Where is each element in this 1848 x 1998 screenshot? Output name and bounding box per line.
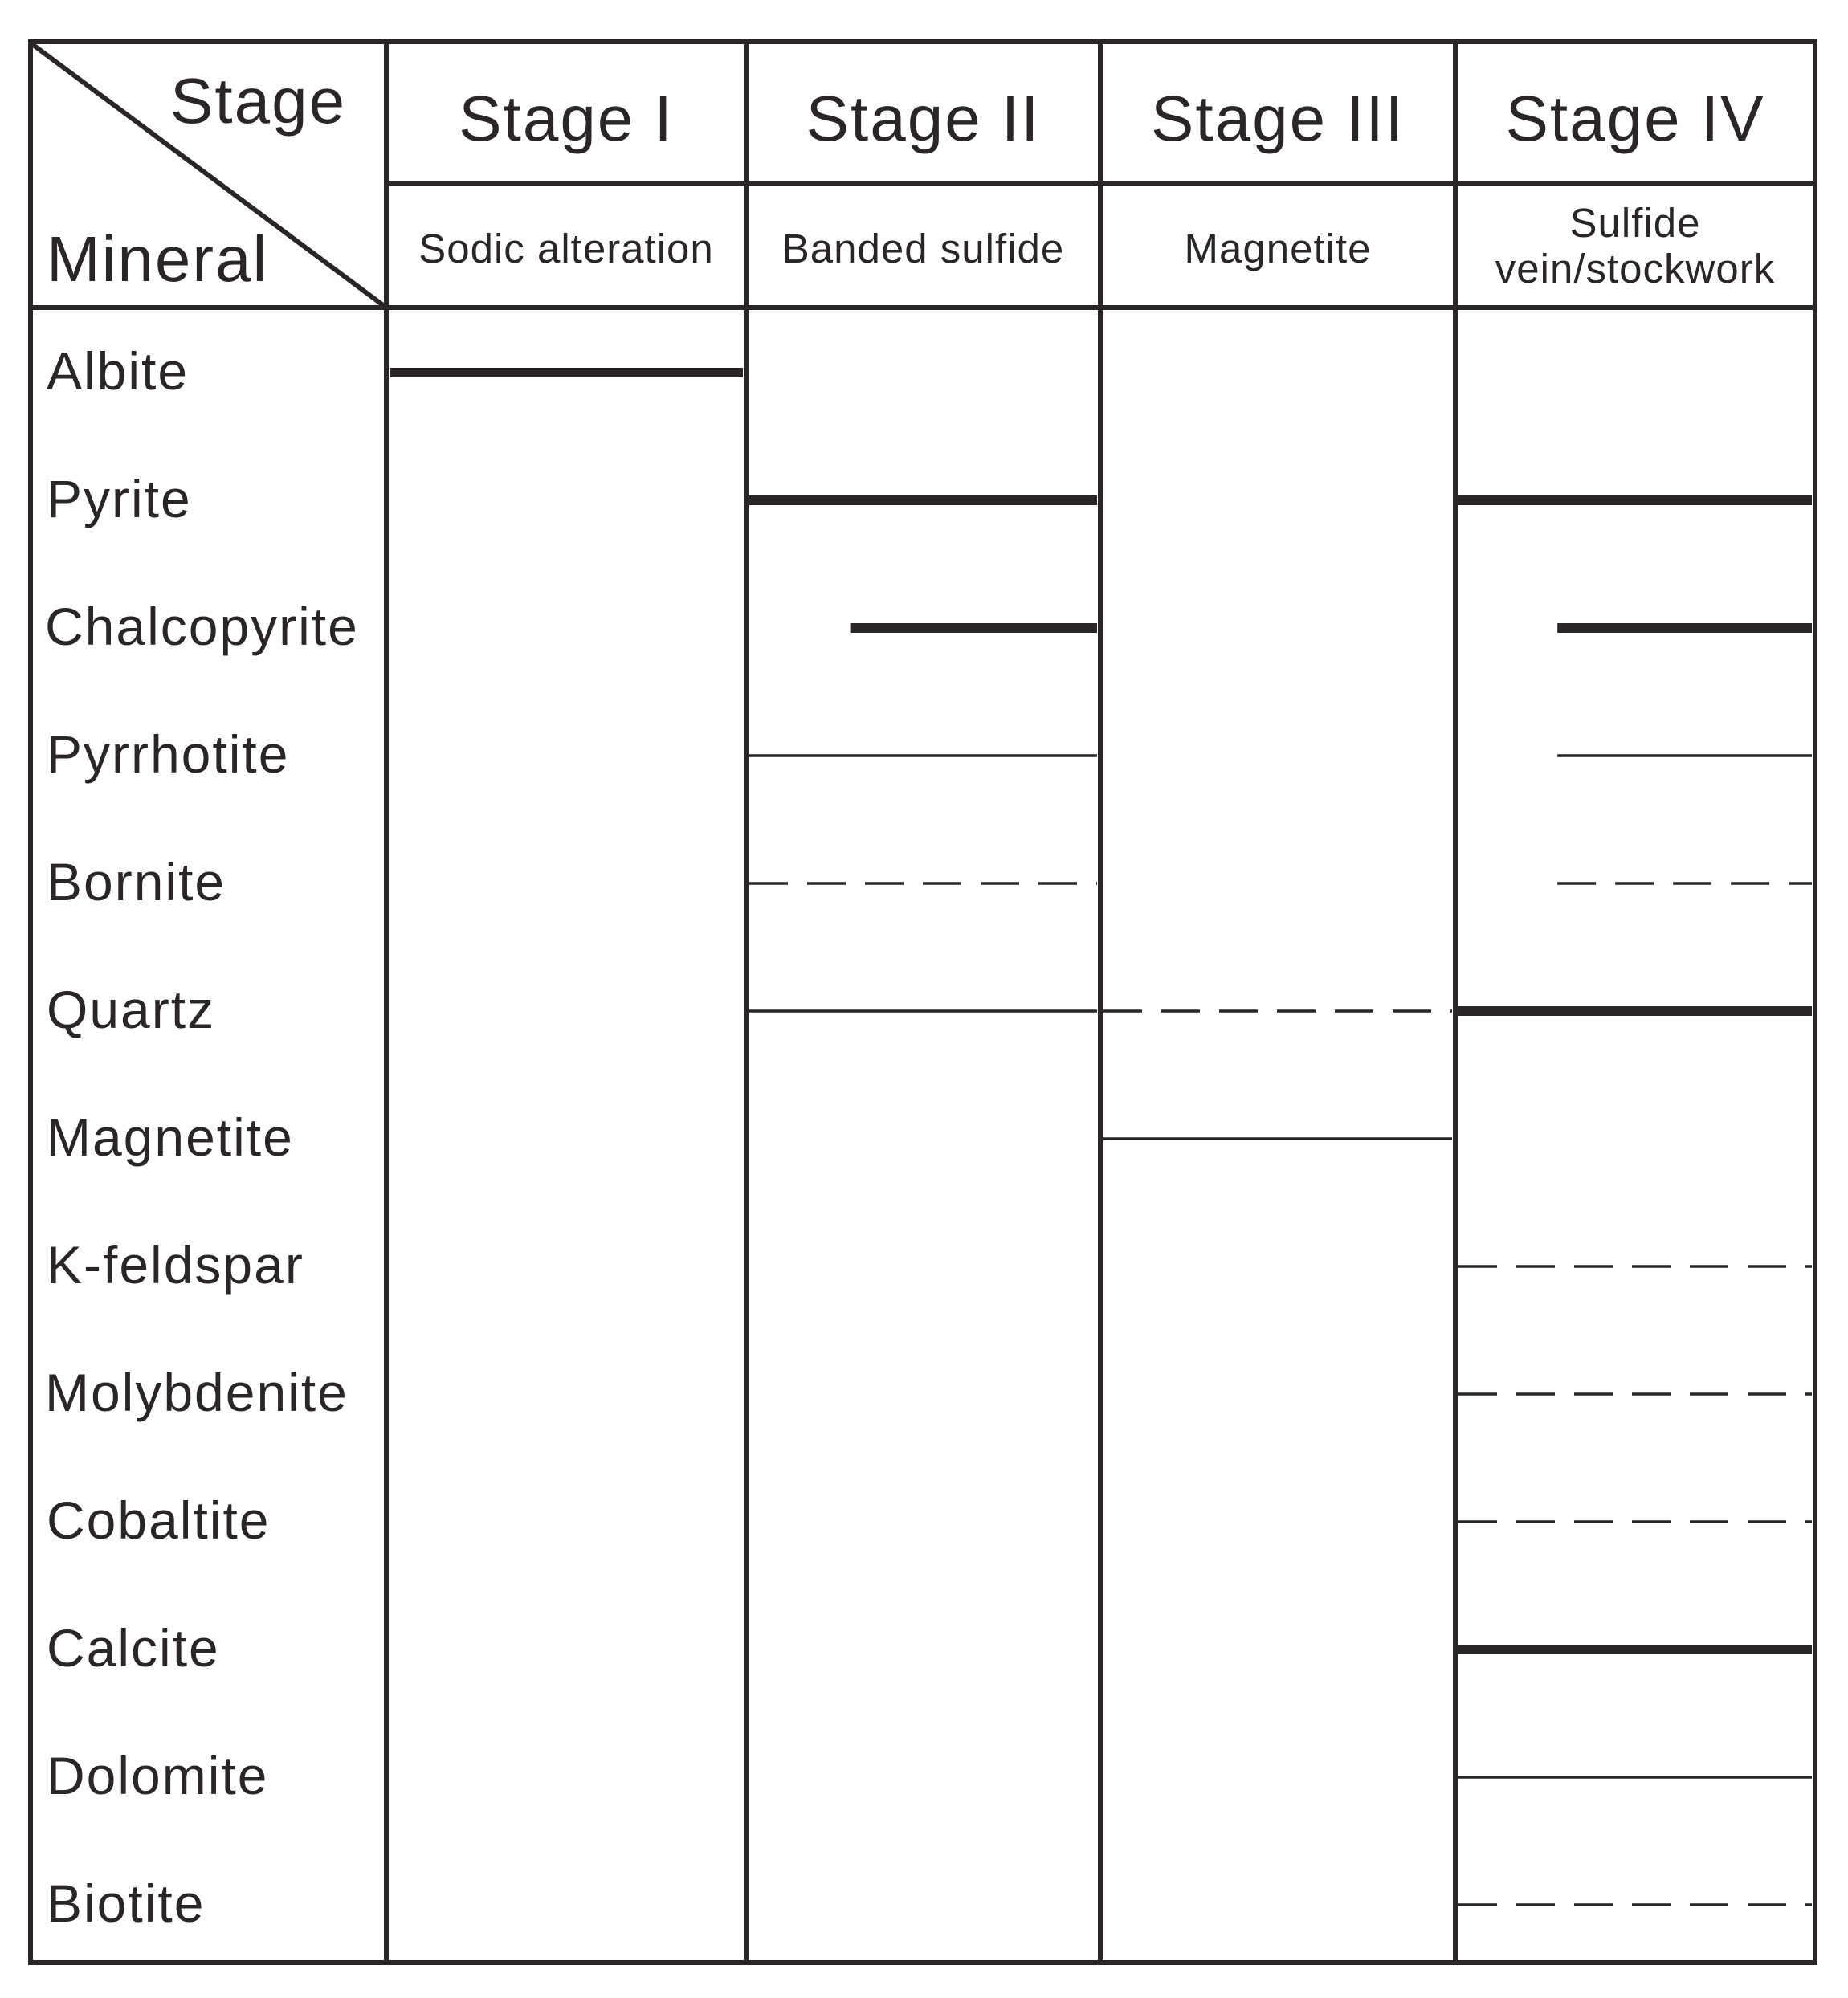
mineral-label: Pyrrhotite — [47, 724, 290, 784]
mineral-label: Pyrite — [47, 469, 192, 528]
stage-title: Stage II — [806, 83, 1041, 154]
stage-title: Stage III — [1151, 83, 1405, 154]
corner-mineral-label: Mineral — [47, 223, 269, 295]
mineral-label: Albite — [47, 341, 190, 401]
corner-stage-label: Stage — [170, 65, 347, 137]
mineral-label: Calcite — [47, 1618, 220, 1678]
mineral-label: Dolomite — [47, 1746, 269, 1805]
mineral-label: Chalcopyrite — [45, 597, 359, 656]
mineral-label: Biotite — [47, 1874, 206, 1933]
stage-title: Stage IV — [1505, 83, 1765, 154]
mineral-label: Bornite — [47, 852, 226, 911]
stage-subtitle: Sulfide — [1569, 200, 1701, 246]
mineral-label: Cobaltite — [47, 1490, 271, 1550]
stage-subtitle: Banded sulfide — [781, 226, 1065, 271]
mineral-label: Quartz — [47, 980, 216, 1039]
mineral-label: Molybdenite — [45, 1363, 349, 1422]
mineral-label: Magnetite — [47, 1107, 294, 1167]
stage-subtitle: vein/stockwork — [1495, 246, 1776, 292]
mineral-label: K-feldspar — [47, 1235, 304, 1295]
stage-subtitle: Magnetite — [1184, 226, 1372, 271]
stage-subtitle: Sodic alteration — [418, 226, 714, 271]
stage-title: Stage I — [459, 83, 674, 154]
